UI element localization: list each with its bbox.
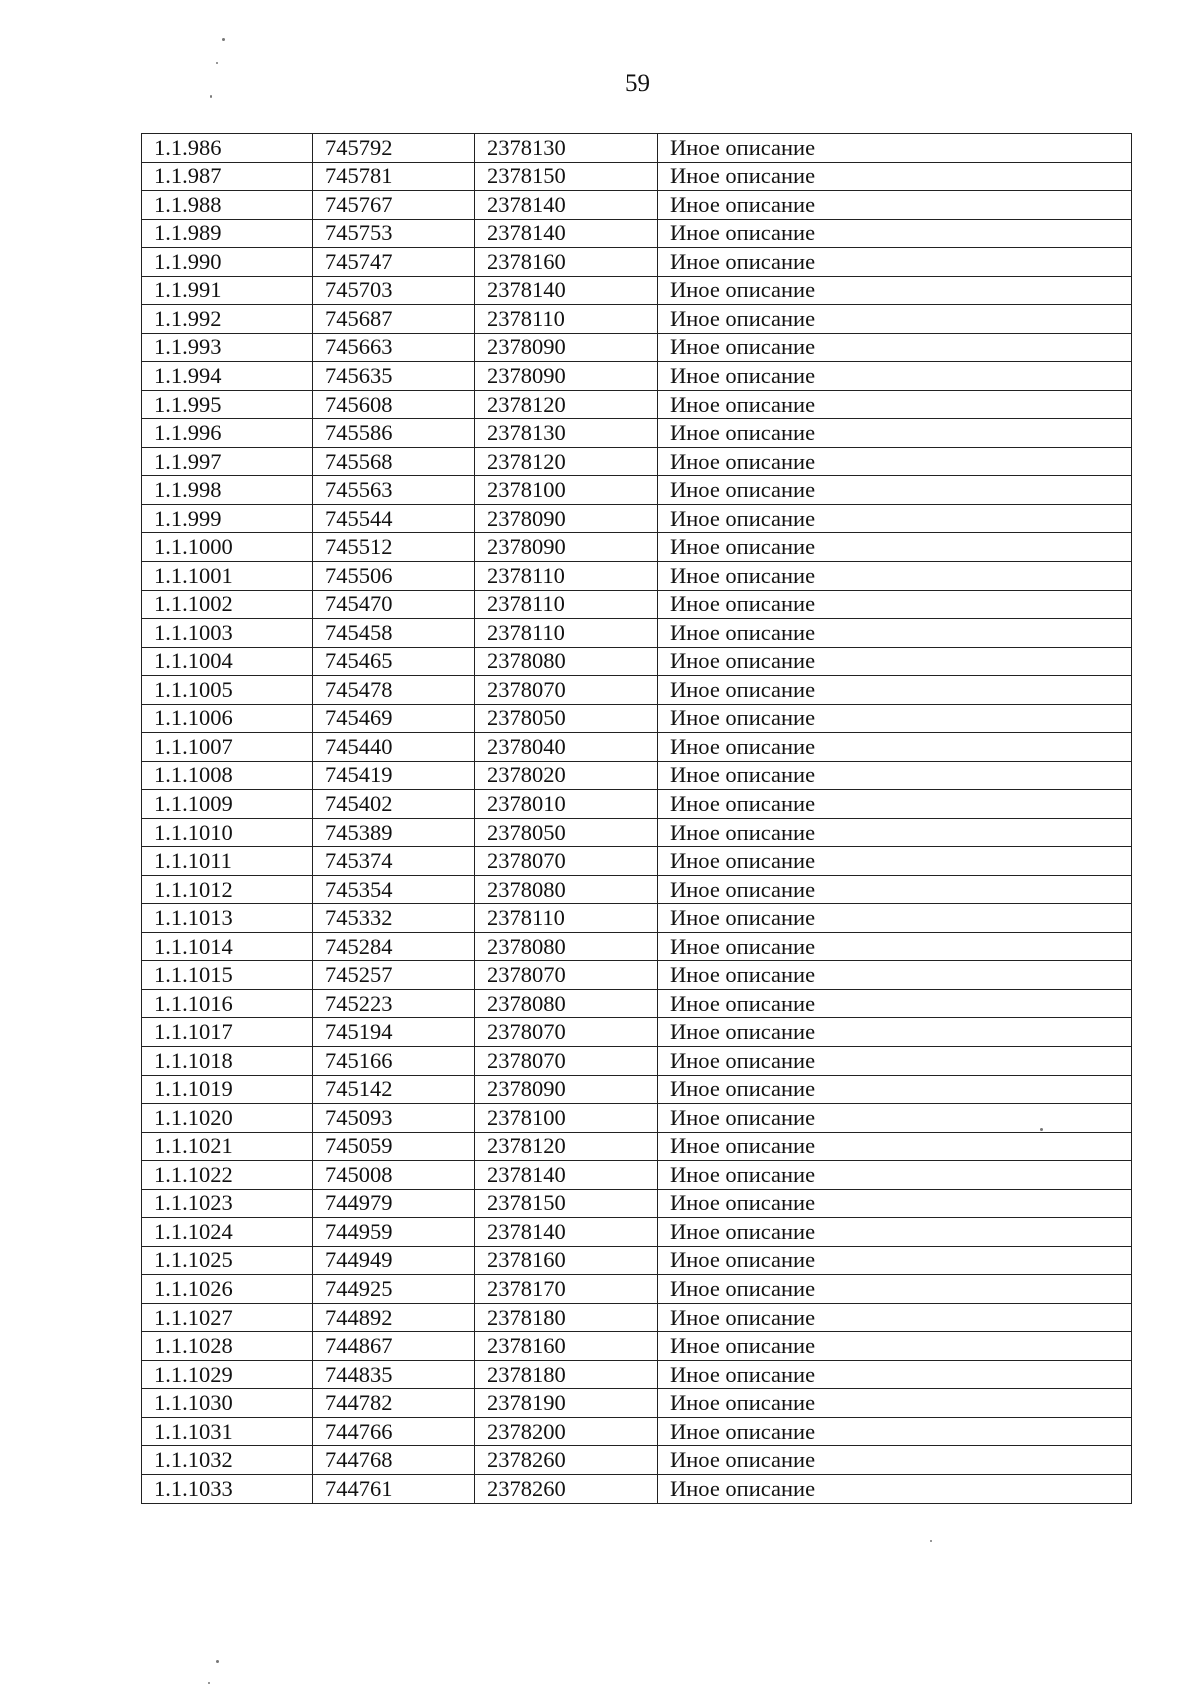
table-row (142, 1389, 1132, 1418)
description-cell: Иное описание (658, 1360, 1132, 1389)
x-coordinate-cell: 744835 (313, 1360, 475, 1389)
description-cell: Иное описание (658, 1104, 1132, 1133)
y-coordinate-cell: 2378040 (475, 733, 658, 762)
description-cell: Иное описание (658, 1132, 1132, 1161)
row-number-cell: 1.1.1018 (142, 1047, 313, 1076)
table-row (142, 447, 1132, 476)
y-coordinate-cell: 2378090 (475, 533, 658, 562)
row-number-cell: 1.1.1013 (142, 904, 313, 933)
scan-speck (210, 95, 212, 98)
description-cell: Иное описание (658, 704, 1132, 733)
y-coordinate-cell: 2378160 (475, 1246, 658, 1275)
row-number-cell: 1.1.1020 (142, 1104, 313, 1133)
description-cell: Иное описание (658, 504, 1132, 533)
y-coordinate-cell: 2378150 (475, 1189, 658, 1218)
description-cell: Иное описание (658, 590, 1132, 619)
x-coordinate-cell: 744867 (313, 1332, 475, 1361)
row-number-cell: 1.1.1030 (142, 1389, 313, 1418)
row-number-cell: 1.1.991 (142, 276, 313, 305)
row-number-cell: 1.1.1005 (142, 676, 313, 705)
description-cell: Иное описание (658, 561, 1132, 590)
y-coordinate-cell: 2378110 (475, 590, 658, 619)
description-cell: Иное описание (658, 875, 1132, 904)
row-number-cell: 1.1.992 (142, 305, 313, 334)
coordinates-table-body (142, 134, 1132, 1504)
row-number-cell: 1.1.994 (142, 362, 313, 391)
y-coordinate-cell: 2378080 (475, 875, 658, 904)
description-cell: Иное описание (658, 790, 1132, 819)
row-number-cell: 1.1.1023 (142, 1189, 313, 1218)
table-row (142, 932, 1132, 961)
x-coordinate-cell: 745194 (313, 1018, 475, 1047)
y-coordinate-cell: 2378090 (475, 333, 658, 362)
x-coordinate-cell: 745458 (313, 619, 475, 648)
scan-speck (216, 62, 218, 64)
row-number-cell: 1.1.1008 (142, 761, 313, 790)
table-row (142, 647, 1132, 676)
y-coordinate-cell: 2378070 (475, 1047, 658, 1076)
x-coordinate-cell: 745767 (313, 191, 475, 220)
row-number-cell: 1.1.1007 (142, 733, 313, 762)
x-coordinate-cell: 745586 (313, 419, 475, 448)
description-cell: Иное описание (658, 1446, 1132, 1475)
y-coordinate-cell: 2378180 (475, 1303, 658, 1332)
x-coordinate-cell: 745374 (313, 847, 475, 876)
x-coordinate-cell: 745563 (313, 476, 475, 505)
x-coordinate-cell: 744925 (313, 1275, 475, 1304)
y-coordinate-cell: 2378090 (475, 362, 658, 391)
x-coordinate-cell: 744761 (313, 1474, 475, 1503)
table-row (142, 219, 1132, 248)
x-coordinate-cell: 745747 (313, 248, 475, 277)
x-coordinate-cell: 745389 (313, 818, 475, 847)
table-row (142, 191, 1132, 220)
row-number-cell: 1.1.1019 (142, 1075, 313, 1104)
table-row (142, 619, 1132, 648)
description-cell: Иное описание (658, 932, 1132, 961)
y-coordinate-cell: 2378120 (475, 1132, 658, 1161)
table-row (142, 1218, 1132, 1247)
row-number-cell: 1.1.998 (142, 476, 313, 505)
description-cell: Иное описание (658, 447, 1132, 476)
table-row (142, 733, 1132, 762)
row-number-cell: 1.1.993 (142, 333, 313, 362)
y-coordinate-cell: 2378140 (475, 276, 658, 305)
table-row (142, 561, 1132, 590)
y-coordinate-cell: 2378020 (475, 761, 658, 790)
row-number-cell: 1.1.1000 (142, 533, 313, 562)
y-coordinate-cell: 2378090 (475, 1075, 658, 1104)
table-row (142, 1474, 1132, 1503)
row-number-cell: 1.1.1024 (142, 1218, 313, 1247)
table-row (142, 162, 1132, 191)
description-cell: Иное описание (658, 1332, 1132, 1361)
description-cell: Иное описание (658, 191, 1132, 220)
x-coordinate-cell: 745402 (313, 790, 475, 819)
x-coordinate-cell: 745465 (313, 647, 475, 676)
x-coordinate-cell: 745142 (313, 1075, 475, 1104)
table-row (142, 1104, 1132, 1133)
row-number-cell: 1.1.995 (142, 390, 313, 419)
table-row (142, 904, 1132, 933)
y-coordinate-cell: 2378140 (475, 219, 658, 248)
row-number-cell: 1.1.1014 (142, 932, 313, 961)
table-row (142, 704, 1132, 733)
x-coordinate-cell: 745687 (313, 305, 475, 334)
scan-speck (930, 1540, 932, 1542)
table-row (142, 248, 1132, 277)
description-cell: Иное описание (658, 647, 1132, 676)
x-coordinate-cell: 744766 (313, 1417, 475, 1446)
y-coordinate-cell: 2378100 (475, 476, 658, 505)
y-coordinate-cell: 2378160 (475, 248, 658, 277)
row-number-cell: 1.1.1022 (142, 1161, 313, 1190)
description-cell: Иное описание (658, 1303, 1132, 1332)
table-row (142, 1132, 1132, 1161)
x-coordinate-cell: 745608 (313, 390, 475, 419)
description-cell: Иное описание (658, 1389, 1132, 1418)
row-number-cell: 1.1.1031 (142, 1417, 313, 1446)
row-number-cell: 1.1.996 (142, 419, 313, 448)
y-coordinate-cell: 2378260 (475, 1446, 658, 1475)
x-coordinate-cell: 744979 (313, 1189, 475, 1218)
description-cell: Иное описание (658, 904, 1132, 933)
description-cell: Иное описание (658, 362, 1132, 391)
x-coordinate-cell: 745568 (313, 447, 475, 476)
table-row (142, 875, 1132, 904)
table-row (142, 1303, 1132, 1332)
x-coordinate-cell: 745792 (313, 134, 475, 163)
scan-speck (1040, 1128, 1043, 1131)
row-number-cell: 1.1.1004 (142, 647, 313, 676)
row-number-cell: 1.1.988 (142, 191, 313, 220)
x-coordinate-cell: 745469 (313, 704, 475, 733)
scan-speck (216, 1660, 219, 1663)
row-number-cell: 1.1.999 (142, 504, 313, 533)
table-row (142, 1018, 1132, 1047)
row-number-cell: 1.1.1028 (142, 1332, 313, 1361)
table-row (142, 961, 1132, 990)
table-row (142, 818, 1132, 847)
x-coordinate-cell: 744768 (313, 1446, 475, 1475)
table-row (142, 1332, 1132, 1361)
x-coordinate-cell: 745093 (313, 1104, 475, 1133)
y-coordinate-cell: 2378140 (475, 191, 658, 220)
row-number-cell: 1.1.1025 (142, 1246, 313, 1275)
description-cell: Иное описание (658, 305, 1132, 334)
y-coordinate-cell: 2378260 (475, 1474, 658, 1503)
x-coordinate-cell: 745354 (313, 875, 475, 904)
page-number: 59 (625, 70, 650, 97)
y-coordinate-cell: 2378160 (475, 1332, 658, 1361)
row-number-cell: 1.1.1016 (142, 989, 313, 1018)
description-cell: Иное описание (658, 989, 1132, 1018)
y-coordinate-cell: 2378110 (475, 305, 658, 334)
description-cell: Иное описание (658, 619, 1132, 648)
scan-speck (222, 38, 225, 41)
y-coordinate-cell: 2378130 (475, 419, 658, 448)
row-number-cell: 1.1.1010 (142, 818, 313, 847)
row-number-cell: 1.1.997 (142, 447, 313, 476)
table-row (142, 1446, 1132, 1475)
row-number-cell: 1.1.1017 (142, 1018, 313, 1047)
table-row (142, 1360, 1132, 1389)
x-coordinate-cell: 745703 (313, 276, 475, 305)
row-number-cell: 1.1.1009 (142, 790, 313, 819)
y-coordinate-cell: 2378010 (475, 790, 658, 819)
y-coordinate-cell: 2378070 (475, 961, 658, 990)
y-coordinate-cell: 2378050 (475, 818, 658, 847)
table-row (142, 333, 1132, 362)
table-row (142, 590, 1132, 619)
x-coordinate-cell: 744892 (313, 1303, 475, 1332)
row-number-cell: 1.1.1026 (142, 1275, 313, 1304)
row-number-cell: 1.1.1006 (142, 704, 313, 733)
row-number-cell: 1.1.1033 (142, 1474, 313, 1503)
row-number-cell: 1.1.1002 (142, 590, 313, 619)
y-coordinate-cell: 2378140 (475, 1161, 658, 1190)
y-coordinate-cell: 2378120 (475, 447, 658, 476)
x-coordinate-cell: 745635 (313, 362, 475, 391)
y-coordinate-cell: 2378190 (475, 1389, 658, 1418)
description-cell: Иное описание (658, 733, 1132, 762)
description-cell: Иное описание (658, 248, 1132, 277)
row-number-cell: 1.1.990 (142, 248, 313, 277)
table-row (142, 1275, 1132, 1304)
description-cell: Иное описание (658, 676, 1132, 705)
table-row (142, 134, 1132, 163)
y-coordinate-cell: 2378200 (475, 1417, 658, 1446)
description-cell: Иное описание (658, 162, 1132, 191)
description-cell: Иное описание (658, 1474, 1132, 1503)
x-coordinate-cell: 745470 (313, 590, 475, 619)
x-coordinate-cell: 744949 (313, 1246, 475, 1275)
table-row (142, 305, 1132, 334)
table-row (142, 276, 1132, 305)
table-row (142, 1075, 1132, 1104)
x-coordinate-cell: 745512 (313, 533, 475, 562)
description-cell: Иное описание (658, 333, 1132, 362)
x-coordinate-cell: 745753 (313, 219, 475, 248)
row-number-cell: 1.1.989 (142, 219, 313, 248)
x-coordinate-cell: 745284 (313, 932, 475, 961)
y-coordinate-cell: 2378070 (475, 847, 658, 876)
x-coordinate-cell: 745663 (313, 333, 475, 362)
table-row (142, 476, 1132, 505)
x-coordinate-cell: 745008 (313, 1161, 475, 1190)
table-row (142, 390, 1132, 419)
x-coordinate-cell: 745440 (313, 733, 475, 762)
row-number-cell: 1.1.1011 (142, 847, 313, 876)
table-row (142, 533, 1132, 562)
table-row (142, 676, 1132, 705)
row-number-cell: 1.1.986 (142, 134, 313, 163)
y-coordinate-cell: 2378150 (475, 162, 658, 191)
table-row (142, 790, 1132, 819)
coordinates-table (141, 133, 1132, 1504)
row-number-cell: 1.1.1032 (142, 1446, 313, 1475)
y-coordinate-cell: 2378050 (475, 704, 658, 733)
description-cell: Иное описание (658, 1075, 1132, 1104)
x-coordinate-cell: 745544 (313, 504, 475, 533)
table-row (142, 1047, 1132, 1076)
description-cell: Иное описание (658, 1275, 1132, 1304)
table-row (142, 1246, 1132, 1275)
description-cell: Иное описание (658, 847, 1132, 876)
description-cell: Иное описание (658, 419, 1132, 448)
table-row (142, 847, 1132, 876)
y-coordinate-cell: 2378070 (475, 676, 658, 705)
description-cell: Иное описание (658, 134, 1132, 163)
table-row (142, 761, 1132, 790)
row-number-cell: 1.1.1021 (142, 1132, 313, 1161)
table-row (142, 504, 1132, 533)
description-cell: Иное описание (658, 390, 1132, 419)
description-cell: Иное описание (658, 1047, 1132, 1076)
description-cell: Иное описание (658, 1018, 1132, 1047)
x-coordinate-cell: 744782 (313, 1389, 475, 1418)
x-coordinate-cell: 745506 (313, 561, 475, 590)
x-coordinate-cell: 745166 (313, 1047, 475, 1076)
row-number-cell: 1.1.987 (142, 162, 313, 191)
y-coordinate-cell: 2378100 (475, 1104, 658, 1133)
y-coordinate-cell: 2378130 (475, 134, 658, 163)
x-coordinate-cell: 745332 (313, 904, 475, 933)
description-cell: Иное описание (658, 219, 1132, 248)
y-coordinate-cell: 2378140 (475, 1218, 658, 1247)
y-coordinate-cell: 2378080 (475, 989, 658, 1018)
y-coordinate-cell: 2378180 (475, 1360, 658, 1389)
row-number-cell: 1.1.1012 (142, 875, 313, 904)
description-cell: Иное описание (658, 533, 1132, 562)
x-coordinate-cell: 745419 (313, 761, 475, 790)
description-cell: Иное описание (658, 761, 1132, 790)
y-coordinate-cell: 2378080 (475, 932, 658, 961)
row-number-cell: 1.1.1015 (142, 961, 313, 990)
table-row (142, 419, 1132, 448)
description-cell: Иное описание (658, 961, 1132, 990)
row-number-cell: 1.1.1029 (142, 1360, 313, 1389)
y-coordinate-cell: 2378110 (475, 561, 658, 590)
row-number-cell: 1.1.1001 (142, 561, 313, 590)
table-row (142, 1161, 1132, 1190)
table-row (142, 989, 1132, 1018)
description-cell: Иное описание (658, 1189, 1132, 1218)
y-coordinate-cell: 2378090 (475, 504, 658, 533)
x-coordinate-cell: 745478 (313, 676, 475, 705)
scan-speck (208, 1682, 210, 1684)
table-row (142, 362, 1132, 391)
description-cell: Иное описание (658, 1218, 1132, 1247)
description-cell: Иное описание (658, 276, 1132, 305)
x-coordinate-cell: 745257 (313, 961, 475, 990)
row-number-cell: 1.1.1003 (142, 619, 313, 648)
y-coordinate-cell: 2378080 (475, 647, 658, 676)
x-coordinate-cell: 745059 (313, 1132, 475, 1161)
x-coordinate-cell: 745223 (313, 989, 475, 1018)
description-cell: Иное описание (658, 1246, 1132, 1275)
y-coordinate-cell: 2378070 (475, 1018, 658, 1047)
y-coordinate-cell: 2378170 (475, 1275, 658, 1304)
x-coordinate-cell: 744959 (313, 1218, 475, 1247)
description-cell: Иное описание (658, 476, 1132, 505)
y-coordinate-cell: 2378120 (475, 390, 658, 419)
y-coordinate-cell: 2378110 (475, 904, 658, 933)
y-coordinate-cell: 2378110 (475, 619, 658, 648)
description-cell: Иное описание (658, 818, 1132, 847)
description-cell: Иное описание (658, 1161, 1132, 1190)
description-cell: Иное описание (658, 1417, 1132, 1446)
row-number-cell: 1.1.1027 (142, 1303, 313, 1332)
table-row (142, 1417, 1132, 1446)
x-coordinate-cell: 745781 (313, 162, 475, 191)
table-row (142, 1189, 1132, 1218)
